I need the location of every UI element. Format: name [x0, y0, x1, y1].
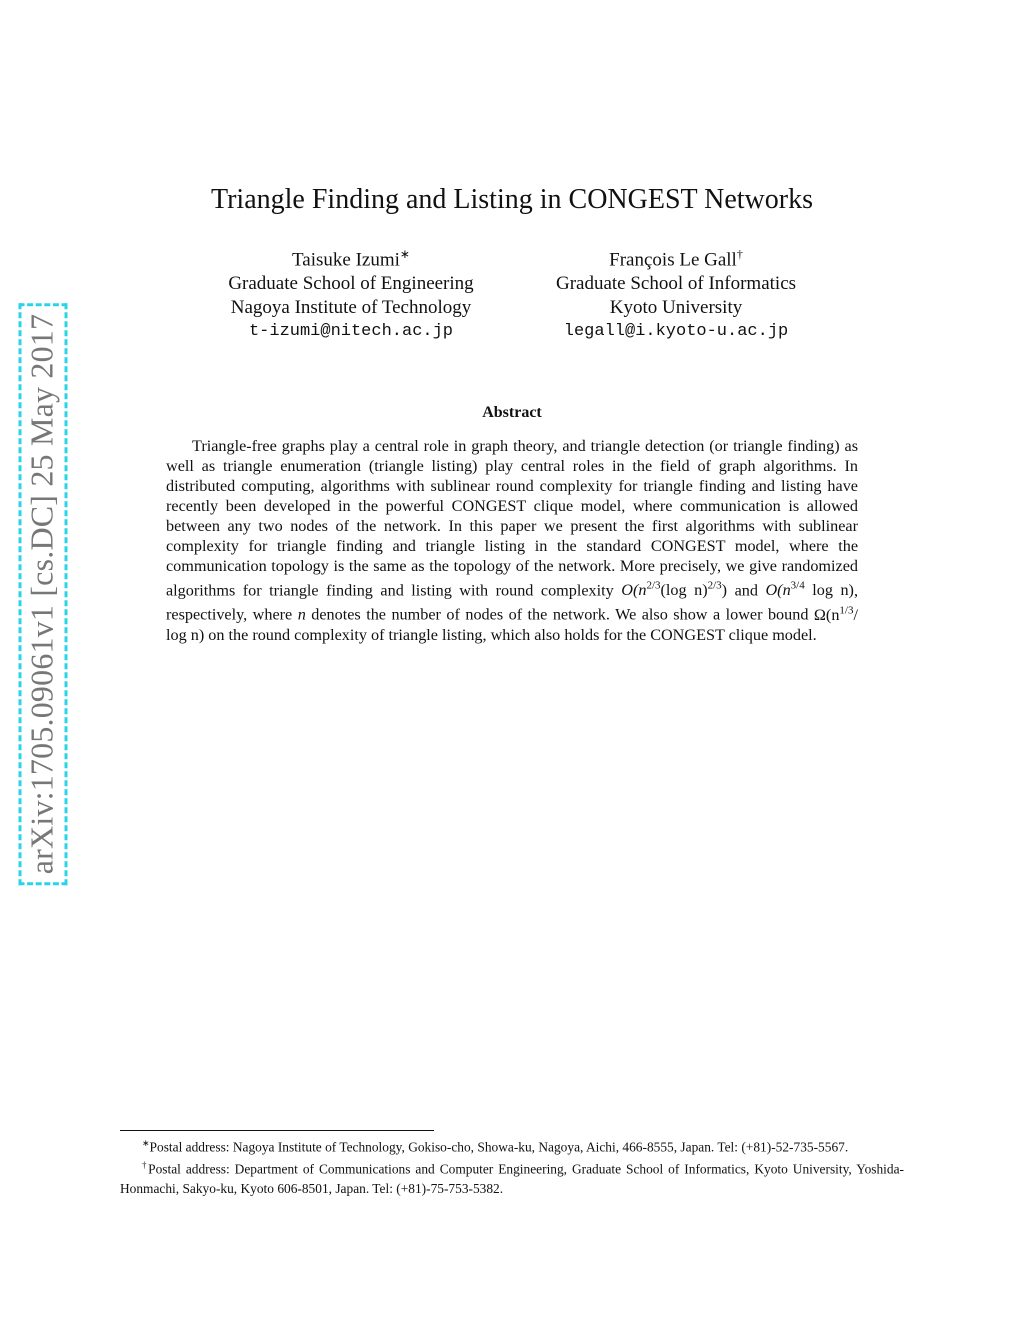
paper-title: Triangle Finding and Listing in CONGEST Networks: [210, 184, 813, 215]
author-email[interactable]: t-izumi@nitech.ac.jp: [248, 322, 454, 342]
author-affiliation: Graduate School of Informatics: [555, 273, 797, 295]
math-lower-bound: $\Omega(n^{1/3}/$ log n): [166, 604, 858, 644]
footnotes: [120, 1134, 904, 1198]
footnote-mark[interactable]: †: [736, 247, 743, 261]
footnote-1: ∗Postal address: Nagoya Institute of Technology, Gokiso-cho, Showa-ku, Nagoya, Aichi, 466-8555, Japan. Tel: (+81)-52-735-5567.: [142, 1138, 849, 1155]
author-name: François Le Gall†: [609, 247, 743, 271]
author-institution: Nagoya Institute of Technology: [230, 297, 472, 319]
arxiv-identifier-stamp[interactable]: arXiv:1705.09061v1 [cs.DC] 25 May 2017: [19, 303, 68, 885]
author-block-1: [200, 242, 502, 344]
author-block-2: [526, 242, 826, 344]
footnote-divider: [120, 1130, 434, 1131]
footnote-mark[interactable]: ∗: [399, 247, 410, 261]
math-complexity-finding: $O(n^{2/3}(\log$ n)$^{2/3}$): [621, 580, 728, 600]
math-variable-n: n: [297, 605, 306, 624]
author-affiliation: Graduate School of Engineering: [228, 273, 474, 295]
author-name: Taisuke Izumi∗: [292, 247, 410, 271]
math-complexity-listing: $O(n^{3/4}$ log n): [765, 580, 854, 600]
abstract-heading: Abstract: [482, 404, 542, 421]
author-email[interactable]: legall@i.kyoto-u.ac.jp: [563, 322, 789, 342]
footnote-2: †Postal address: Department of Communications and Computer Engineering, Graduate School of Informatics, Kyoto University, Yoshida-Honmachi, Sakyo-ku, Kyoto 606-8501, Japan. Tel: (+81)-75-753-5382.: [120, 1160, 904, 1196]
author-institution: Kyoto University: [609, 297, 743, 319]
abstract-text: Triangle-free graphs play a central role in graph theory, and triangle detection (or triangle finding) as well as triangle enumeration (triangle listing) play central roles in the field of graph algorithms. In distributed computing, algorithms with sublinear round complexity for triangle finding and listing have recently been developed in the powerful CONGEST clique model, where communication is allowed between any two nodes of the network. In this paper we present the first algorithms with sublinear complexity for triangle finding and triangle listing in the standard CONGEST model, where the communication topology is the same as the topology of the network. More precisely, we give randomized algorithms for triangle finding and listing with round complexity $O(n^{2/3}(\log$ n)$^{2/3}$) and $O(n^{3/4}$ log n), respectively, where n denotes the number of nodes of the network. We also show a lower bound $\Omega(n^{1/3}/$ log n) on the round complexity of triangle listing, which also holds for the CONGEST clique model.: [166, 437, 858, 644]
